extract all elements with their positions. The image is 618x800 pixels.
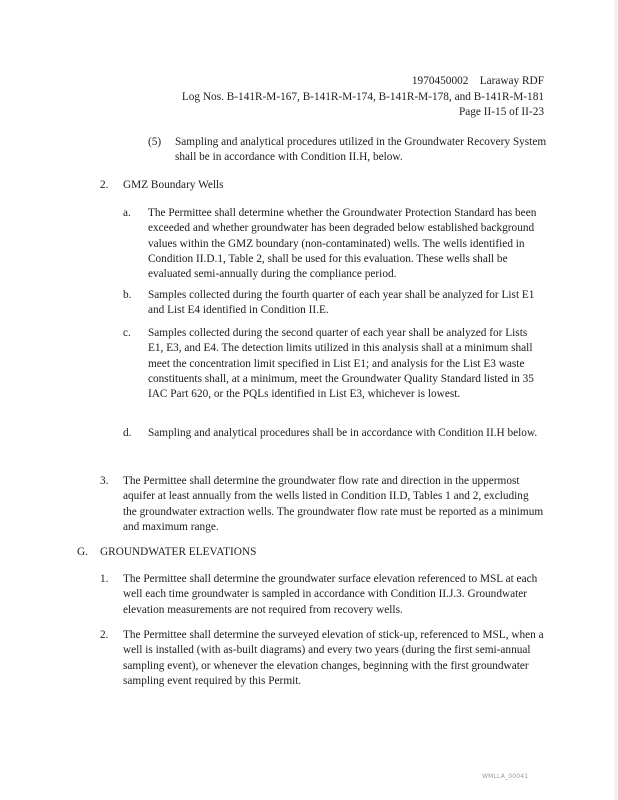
item-3-text: The Permittee shall determine the groundwater flow rate and direction in the uppermost aquifer at least annually from the wells listed in Condition II.D, Tables 1 and 2, excluding the groundwater extraction wells. The groundwater flow rate must be reported as a minimum and maximum range.: [123, 475, 544, 533]
item-g1-text: The Permittee shall determine the groundwater surface elevation referenced to MSL at each well each time groundwater is sampled in accordance with Condition II.J.3. Groundwater elevation measurements are not required from recovery wells.: [123, 573, 538, 616]
item-2c-label: c.: [123, 327, 131, 339]
item-2a-text: The Permittee shall determine whether the Groundwater Protection Standard has been exceeded and whether groundwater has been degraded below established background values within the GMZ boundary (non-contaminated) wells. The wells identified in Condition II.D.1, Table 2, shall be used for this evaluation. These wells shall be evaluated semi-annually during the compliance period.: [148, 207, 537, 281]
item-2b-label: b.: [123, 289, 132, 301]
bates-stamp: WMLLA_00041: [482, 773, 529, 780]
item-g2-text: The Permittee shall determine the surveyed elevation of stick-up, referenced to MSL, when a well is installed (with as-built diagrams) and every two years (during the first semi-annual sampling event), or whenever the elevation changes, beginning with the first groundwater sampling event required by this Permit.: [123, 629, 544, 687]
header-log-numbers: Log Nos. B-141R-M-167, B-141R-M-174, B-141R-M-178, and B-141R-M-181: [181, 90, 544, 103]
item-5-text: Sampling and analytical procedures utilized in the Groundwater Recovery System shall be in accordance with Condition II.H, below.: [175, 136, 547, 164]
item-2-label: 2.: [100, 179, 109, 191]
header-page-number: Page II-15 of II-23: [458, 106, 544, 118]
item-g2-label: 2.: [100, 629, 109, 641]
item-2d-text: Sampling and analytical procedures shall be in accordance with Condition II.H below.: [148, 427, 538, 439]
page-header: [182, 74, 544, 121]
item-g1-label: 1.: [100, 573, 109, 585]
section-g-title: GROUNDWATER ELEVATIONS: [100, 546, 257, 558]
item-5-label: (5): [148, 136, 162, 148]
item-3-label: 3.: [100, 475, 109, 487]
item-2-title: GMZ Boundary Wells: [123, 179, 224, 191]
item-2d-label: d.: [123, 427, 132, 439]
section-g-label: G.: [77, 546, 88, 558]
item-2c-text: Samples collected during the second quarter of each year shall be analyzed for Lists E1, E3, and E4. The detection limits utilized in this analysis shall at a minimum shall meet the concentration limit specified in List E1; and analysis for the List E3 waste constituents shall, at a minimum, meet the Groundwater Quality Standard listed in 35 IAC Part 620, or the PQLs identified in List E3, whichever is lowest.: [148, 327, 534, 401]
header-id-line: 1970450002 Laraway RDF: [411, 75, 544, 87]
item-2a-label: a.: [123, 207, 131, 219]
scan-edge: [614, 0, 618, 800]
item-2b-text: Samples collected during the fourth quarter of each year shall be analyzed for List E1 and List E4 identified in Condition II.E.: [148, 289, 535, 317]
